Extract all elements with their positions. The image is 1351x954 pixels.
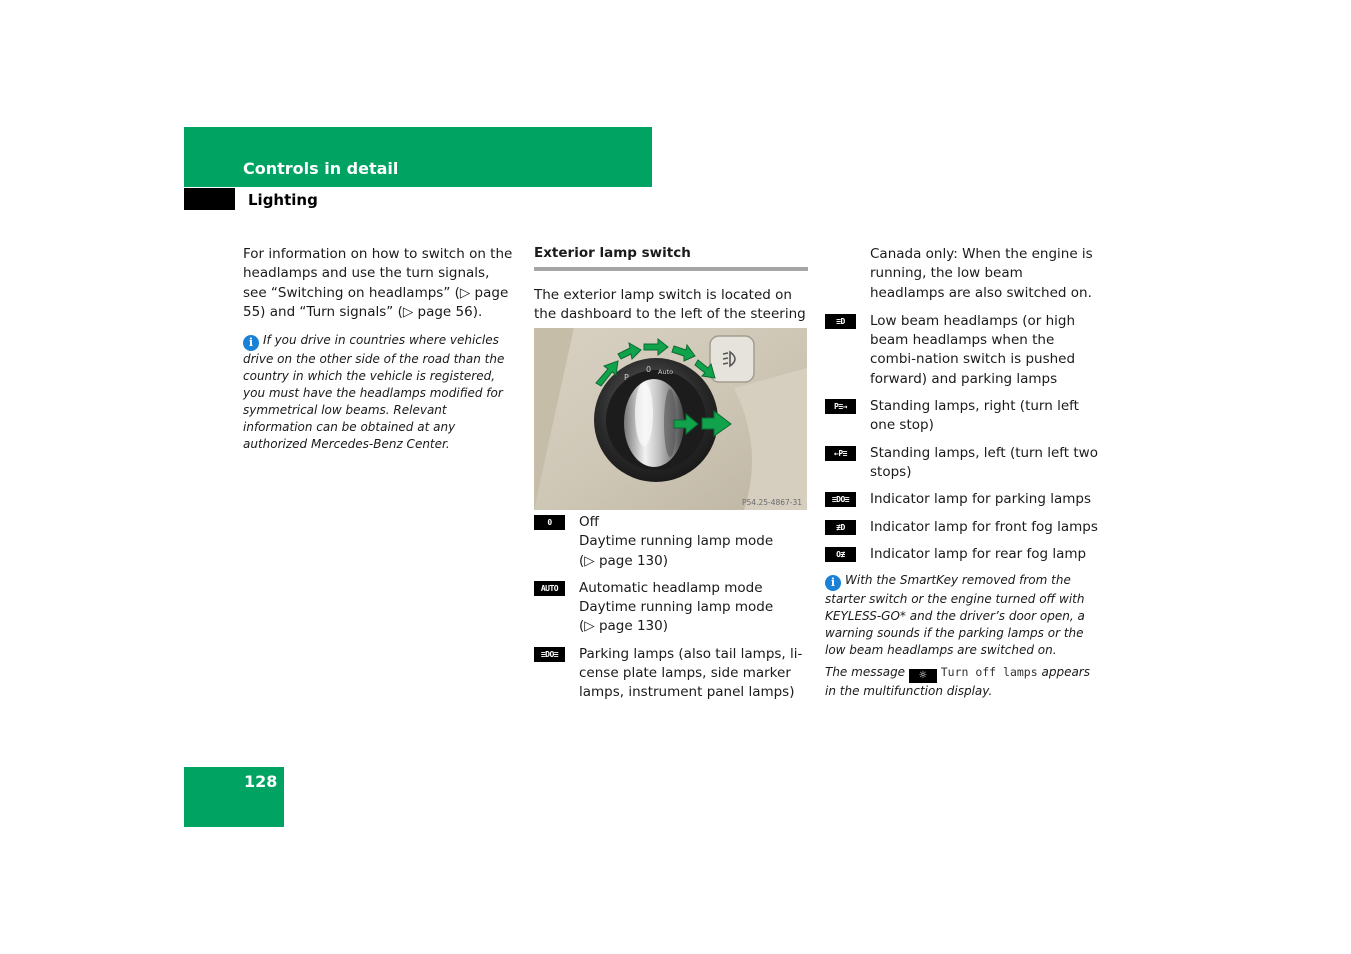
subsection-title: Lighting [248, 191, 318, 209]
front-fog-symbol-icon: ≢D [825, 520, 856, 535]
info-note-text: If you drive in countries where vehicles drive on the other side of the road than the country in which the vehicle is registered, you must have the headlamps modified for symmetrical low beams. Relevant information can be obtained at any authorized Mercedes-Benz Center. [243, 333, 505, 451]
parking-indicator-symbol-icon: ≡DO≡ [825, 492, 856, 507]
smartkey-note-text: With the SmartKey removed from the starter switch or the engine turned off with KEYLESS-GO* and the driver’s door open, a warning sounds if the parking lamps or the low beam headlamps are switched on. [825, 573, 1085, 657]
item-text: Indicator lamp for parking lamps [870, 491, 1091, 508]
page-number: 128 [244, 772, 278, 791]
item-text: Automatic headlamp mode Daytime running lamp mode (▷ page 130) [579, 579, 774, 635]
list-item [825, 518, 1100, 537]
display-message: Turn off lamps [940, 664, 1038, 679]
section-heading: Exterior lamp switch [534, 245, 808, 271]
header-bar [184, 127, 652, 187]
photo-code: P54.25-4867-31 [742, 498, 803, 507]
info-icon: i [825, 575, 841, 591]
switch-position-p: P [624, 373, 629, 382]
off-symbol-icon: 0 [534, 515, 565, 530]
lamp-switch-photo [534, 328, 807, 510]
list-item [534, 579, 808, 637]
switch-intro: The exterior lamp switch is located on the dashboard to the left of the steering [534, 287, 806, 323]
standing-left-symbol-icon: ←P≡ [825, 446, 856, 461]
lamp-indicator-list [825, 312, 1100, 564]
smartkey-note [825, 572, 1100, 659]
item-text: Low beam headlamps (or high beam headlamps when the combi-nation switch is pushed forward) and parking lamps [870, 312, 1076, 387]
lamp-switch-positions [534, 513, 808, 711]
column-left [243, 245, 515, 453]
item-text: Standing lamps, left (turn left two stops) [870, 444, 1098, 480]
headlamp-range-button[interactable] [710, 336, 754, 382]
list-item [825, 312, 1100, 389]
list-item [534, 513, 808, 571]
item-text: Off Daytime running lamp mode (▷ page 130) [579, 514, 774, 569]
info-note [243, 332, 515, 452]
item-text: Indicator lamp for rear fog lamp [870, 545, 1087, 562]
item-text: Parking lamps (also tail lamps, li-cense plate lamps, side marker lamps, instrument panel lamps) [579, 645, 803, 701]
list-item [825, 545, 1100, 564]
column-right [825, 245, 1100, 700]
switch-position-off: 0 [646, 365, 652, 374]
list-item [825, 397, 1100, 436]
info-icon: i [243, 335, 259, 351]
lamp-switch-illustration [534, 328, 807, 510]
lamp-warning-icon: ☼ [909, 669, 937, 683]
section-title: Controls in detail [243, 159, 399, 178]
item-text: Indicator lamp for front fog lamps [870, 518, 1098, 535]
auto-symbol-icon: AUTO [534, 581, 565, 596]
switch-position-auto: Auto [658, 368, 674, 376]
item-text: Standing lamps, right (turn left one stop) [870, 398, 1079, 434]
subsection-marker [184, 188, 235, 210]
intro-paragraph: For information on how to switch on the headlamps and use the turn signals, see “Switching on headlamps” (▷ page 55) and “Turn signals” (▷ page 56). [243, 246, 513, 320]
standing-right-symbol-icon: P≡→ [825, 399, 856, 414]
list-item [825, 490, 1100, 509]
list-item [534, 645, 808, 703]
list-item [825, 444, 1100, 483]
message-note [825, 664, 1100, 700]
low-beam-symbol-icon: ≡D [825, 314, 856, 329]
message-prefix: The message [825, 664, 906, 679]
canada-note: Canada only: When the engine is running, the low beam headlamps are also switched on. [870, 246, 1093, 301]
message-suffix: appears in the multifunction display. [825, 664, 1090, 698]
rear-fog-symbol-icon: O≢ [825, 547, 856, 562]
parking-lamp-symbol-icon: ≡DO≡ [534, 647, 565, 662]
